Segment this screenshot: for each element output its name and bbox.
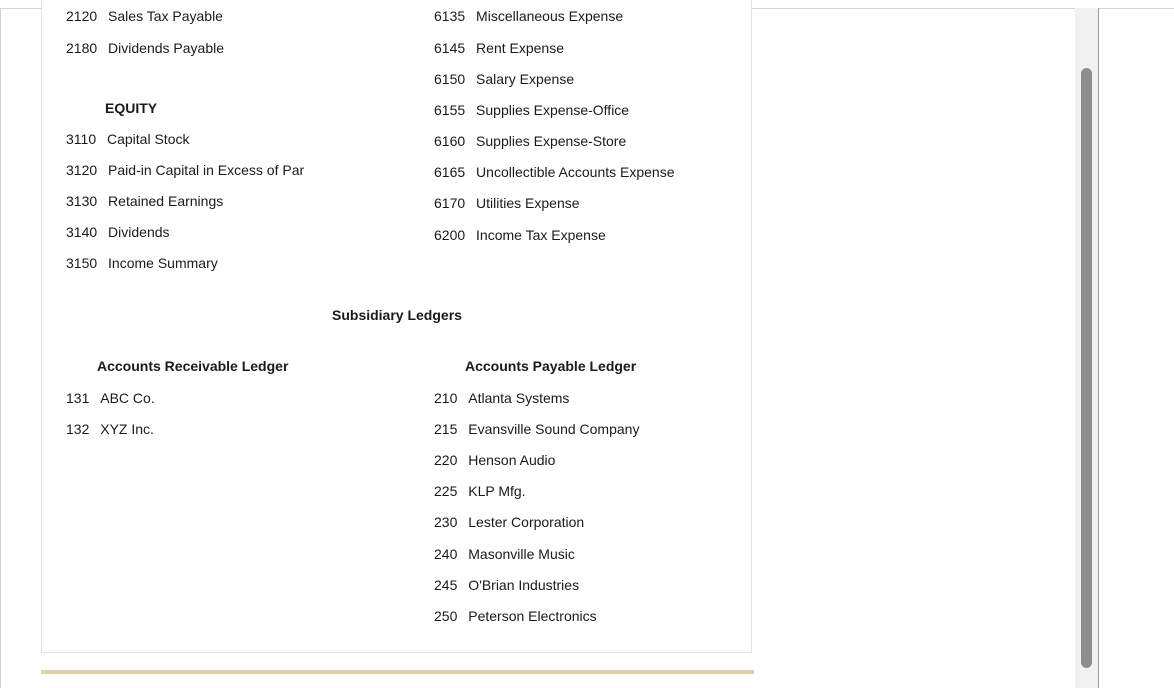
accounts-payable-heading: Accounts Payable Ledger — [465, 358, 637, 374]
account-number: 245 — [434, 577, 458, 593]
right-divider — [1098, 8, 1099, 688]
account-name: Dividends — [108, 224, 170, 240]
account-row — [66, 224, 170, 240]
ledger-row — [434, 514, 584, 530]
account-number: 3120 — [66, 162, 98, 178]
account-name: Income Tax Expense — [476, 227, 606, 243]
account-name: Atlanta Systems — [468, 390, 570, 406]
account-name: Dividends Payable — [108, 40, 225, 56]
left-divider — [0, 8, 1, 688]
ledger-row — [434, 483, 526, 499]
account-name: O'Brian Industries — [468, 577, 580, 593]
ledger-row — [66, 421, 154, 437]
account-number: 6135 — [434, 8, 466, 24]
account-name: Supplies Expense-Store — [476, 133, 627, 149]
account-number: 6165 — [434, 164, 466, 180]
account-number: 6200 — [434, 227, 466, 243]
account-name: Paid-in Capital in Excess of Par — [108, 162, 305, 178]
account-number: 210 — [434, 390, 458, 406]
account-number: 6170 — [434, 195, 466, 211]
account-row — [434, 227, 606, 243]
account-number: 6160 — [434, 133, 466, 149]
account-name: XYZ Inc. — [100, 421, 154, 437]
account-name: Miscellaneous Expense — [476, 8, 624, 24]
account-name: Lester Corporation — [468, 514, 585, 530]
account-number: 3110 — [66, 131, 97, 147]
section-divider — [41, 670, 754, 674]
account-number: 240 — [434, 546, 458, 562]
account-name: Evansville Sound Company — [468, 421, 640, 437]
subsidiary-ledgers-title: Subsidiary Ledgers — [332, 307, 462, 323]
account-name: Income Summary — [108, 255, 218, 271]
scrollbar-thumb[interactable] — [1081, 68, 1092, 668]
ledger-row — [434, 390, 569, 406]
account-number: 220 — [434, 452, 458, 468]
chart-of-accounts-panel — [41, 0, 752, 653]
ledger-row — [434, 452, 555, 468]
account-number: 6155 — [434, 102, 466, 118]
account-number: 250 — [434, 608, 458, 624]
equity-heading: EQUITY — [105, 100, 158, 116]
ledger-row — [434, 421, 639, 437]
account-row — [434, 40, 564, 56]
account-number: 132 — [66, 421, 90, 437]
account-number: 3150 — [66, 255, 98, 271]
account-row — [66, 40, 224, 56]
account-row — [66, 162, 304, 178]
account-name: Capital Stock — [107, 131, 190, 147]
account-number: 6145 — [434, 40, 466, 56]
account-number: 2180 — [66, 40, 98, 56]
account-row — [434, 195, 580, 211]
ledger-row — [434, 608, 597, 624]
account-number: 225 — [434, 483, 458, 499]
account-name: Masonville Music — [468, 546, 575, 562]
account-name: KLP Mfg. — [468, 483, 526, 499]
account-number: 215 — [434, 421, 458, 437]
account-name: Sales Tax Payable — [108, 8, 223, 24]
ledger-row — [434, 577, 579, 593]
account-row — [66, 255, 218, 271]
account-number: 131 — [66, 390, 90, 406]
account-name: Supplies Expense-Office — [476, 102, 630, 118]
account-name: Henson Audio — [468, 452, 556, 468]
account-number: 2120 — [66, 8, 98, 24]
account-row — [434, 71, 574, 87]
account-row — [66, 131, 189, 147]
account-row — [66, 8, 223, 24]
account-number: 3140 — [66, 224, 98, 240]
account-row — [434, 164, 675, 180]
account-name: Peterson Electronics — [468, 608, 597, 624]
account-number: 3130 — [66, 193, 98, 209]
account-row — [434, 102, 629, 118]
account-row — [434, 133, 626, 149]
account-name: Retained Earnings — [108, 193, 224, 209]
account-name: Uncollectible Accounts Expense — [476, 164, 675, 180]
accounts-receivable-heading: Accounts Receivable Ledger — [97, 358, 289, 374]
account-name: ABC Co. — [100, 390, 155, 406]
ledger-row — [66, 390, 155, 406]
account-name: Utilities Expense — [476, 195, 580, 211]
account-row — [434, 8, 623, 24]
account-row — [66, 193, 223, 209]
ledger-row — [434, 546, 575, 562]
account-name: Rent Expense — [476, 40, 564, 56]
account-name: Salary Expense — [476, 71, 575, 87]
account-number: 6150 — [434, 71, 466, 87]
account-number: 230 — [434, 514, 458, 530]
